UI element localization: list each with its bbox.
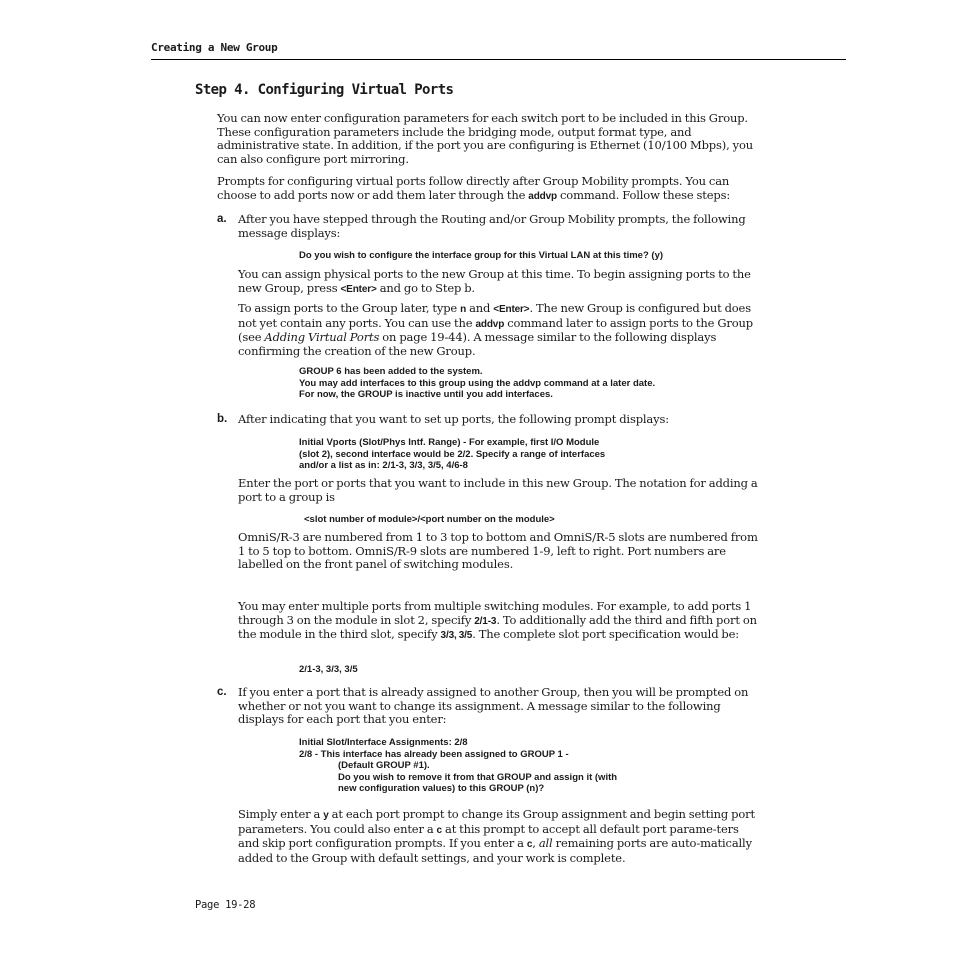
text-run: . To additionally add the third and fifth port on the module in the third slot, specify bbox=[238, 612, 757, 641]
header-rule bbox=[151, 59, 846, 60]
complete-spec: 2/1-3, 3/3, 3/5 bbox=[299, 664, 358, 675]
message-line: You may add interfaces to this group using the addvp command at a later date. bbox=[299, 377, 656, 389]
text-run: and bbox=[469, 301, 491, 315]
key-n: n bbox=[460, 304, 467, 315]
text-run: . The complete slot port specification would be: bbox=[472, 627, 740, 641]
text-run: at this prompt to accept all default port parame-ters and skip port configuration prompts. If you enter a bbox=[238, 821, 739, 850]
step-c-text: If you enter a port that is already assigned to another Group, then you will be prompted on whether or not you want to change its assignment. A message similar to the following displays for each port that you enter: bbox=[238, 685, 749, 726]
step-b-text: After indicating that you want to set up ports, the following prompt displays: bbox=[238, 412, 669, 426]
intro-paragraph-2 bbox=[217, 175, 762, 203]
section-heading: Step 4. Configuring Virtual Ports bbox=[195, 82, 454, 98]
emphasis-all: all bbox=[538, 836, 553, 850]
final-paragraph bbox=[238, 808, 758, 865]
text-run: and go to Step b. bbox=[379, 280, 475, 295]
group-added-message bbox=[299, 366, 655, 401]
text-run: . The new Group is configured but does not yet contain any ports. You can use the bbox=[238, 301, 751, 330]
text-run: You can assign physical ports to the new Group at this time. To begin assigning ports to the new Group, press bbox=[238, 267, 751, 295]
text-run: You may enter multiple ports from multiple switching modules. For example, to add ports 1 through 3 on the module in slot 2, specify bbox=[238, 599, 752, 627]
command-addvp: addvp bbox=[528, 190, 557, 202]
page-number: Page 19-28 bbox=[195, 899, 256, 911]
configure-prompt: Do you wish to configure the interface group for this Virtual LAN at this time? (y) bbox=[299, 250, 664, 261]
text-run: on page 19-44). A message similar to the following displays confirming the creation of the new Group. bbox=[238, 330, 717, 358]
slots-paragraph: OmniS/R-3 are numbered from 1 to 3 top to bottom and OmniS/R-5 slots are numbered from 1 to 5 top to bottom. OmniS/R-9 slots are numbered 1-9, left to right. Port numbers are labelled on the front panel of switching modules. bbox=[238, 530, 758, 571]
prompt-line: Initial Vports (Slot/Phys Intf. Range) - For example, first I/O Module bbox=[299, 437, 600, 448]
prompt-line: and/or a list as in: 2/1-3, 3/3, 3/5, 4/6-8 bbox=[299, 460, 468, 471]
message-line: For now, the GROUP is inactive until you add interfaces. bbox=[299, 389, 553, 400]
key-c: c bbox=[436, 824, 442, 836]
key-y: y bbox=[323, 810, 329, 821]
step-a-text: After you have stepped through the Routing and/or Group Mobility prompts, the following message displays: bbox=[238, 212, 746, 240]
key-enter: <Enter> bbox=[340, 283, 377, 295]
text-run: remaining ports are auto-matically added to the Group with default settings, and your work is complete. bbox=[238, 836, 752, 865]
text-run: at each port prompt to change its Group assignment and begin setting port parameters. You could also enter a bbox=[238, 807, 755, 836]
text-run: To assign ports to the Group later, type bbox=[238, 301, 458, 315]
text-run: Simply enter a bbox=[238, 807, 321, 821]
notation-paragraph: Enter the port or ports that you want to include in this new Group. The notation for adding a port to a group is bbox=[238, 476, 758, 504]
example-spec: 2/1-3 bbox=[474, 615, 497, 627]
assign-paragraph bbox=[238, 268, 758, 296]
message-line: 2/8 - This interface has already been assigned to GROUP 1 - bbox=[299, 748, 569, 760]
text-run: Prompts for configuring virtual ports follow directly after Group Mobility prompts. You can choose to add ports now or add them later through the bbox=[217, 174, 730, 202]
vports-prompt bbox=[299, 437, 605, 472]
step-a-label: a. bbox=[217, 213, 227, 225]
key-enter: <Enter> bbox=[493, 304, 530, 315]
message-line: Do you wish to remove it from that GROUP and assign it (with bbox=[338, 771, 618, 783]
running-header: Creating a New Group bbox=[151, 41, 278, 54]
step-c-label: c. bbox=[217, 686, 227, 698]
message-line: new configuration values) to this GROUP (n)? bbox=[338, 783, 545, 794]
intro-paragraph-1: You can now enter configuration parameters for each switch port to be included in this Group. These configuration parameters include the bridging mode, output format type, and administrative state. In addition, if the port you are configuring is Ethernet (10/100 Mbps), you can also configure port mirroring. bbox=[217, 111, 753, 166]
text-run: , bbox=[532, 836, 536, 850]
message-line: GROUP 6 has been added to the system. bbox=[299, 366, 483, 377]
example-spec: 3/3, 3/5 bbox=[440, 630, 473, 641]
step-b-label: b. bbox=[217, 413, 228, 425]
reassign-message bbox=[299, 737, 617, 795]
port-notation: <slot number of module>/<port number on the module> bbox=[304, 514, 555, 525]
prompt-line: (slot 2), second interface would be 2/2. Specify a range of interfaces bbox=[299, 448, 606, 460]
message-line: (Default GROUP #1). bbox=[338, 760, 430, 771]
text-run: command. Follow these steps: bbox=[560, 187, 731, 202]
later-paragraph bbox=[238, 302, 758, 358]
command-addvp: addvp bbox=[475, 318, 505, 330]
multi-ports-paragraph bbox=[238, 600, 758, 643]
key-c: c bbox=[526, 839, 533, 850]
cross-reference: Adding Virtual Ports bbox=[264, 330, 380, 344]
text-run: command later to assign ports to the Group (see bbox=[238, 315, 753, 344]
message-line: Initial Slot/Interface Assignments: 2/8 bbox=[299, 737, 468, 748]
